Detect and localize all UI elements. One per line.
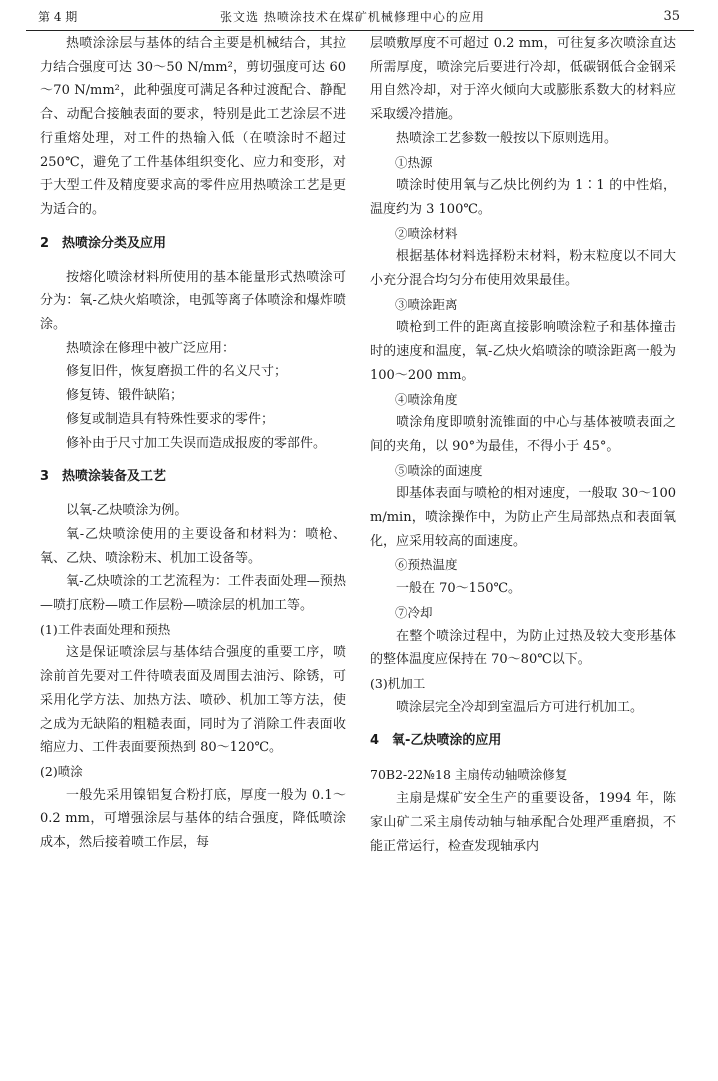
paragraph: 以氧-乙炔喷涂为例。 <box>66 503 188 519</box>
section-heading-2 <box>40 232 346 256</box>
running-header <box>26 6 694 31</box>
list-item: 修补由于尺寸加工失误而造成报废的零部件。 <box>66 435 327 451</box>
paragraph: 按熔化喷涂材料所使用的基本能量形式热喷涂可分为：氧-乙炔火焰喷涂，电弧等离子体喷涂和爆炸喷涂。 <box>40 269 346 333</box>
param-label: ②喷涂材料 <box>395 225 458 241</box>
param-label: ④喷涂角度 <box>395 391 458 407</box>
list-item: 修复或制造具有特殊性要求的零件； <box>66 411 275 427</box>
left-column <box>40 32 346 855</box>
param-text: 喷涂角度即喷射流锥面的中心与基体被喷表面之间的夹角，以 90°为最佳，不得小于 45°。 <box>370 415 676 454</box>
issue-number: 第 4 期 <box>38 10 78 24</box>
param-text: 一般在 70～150℃。 <box>396 581 522 597</box>
example-title: 70B2-22№18 主扇传动轴喷涂修复 <box>370 767 568 783</box>
list-item: 修复旧件，恢复磨损工件的名义尺寸； <box>66 364 288 380</box>
list-item: 修复铸、锻件缺陷； <box>66 388 184 404</box>
section-title: 热喷涂分类及应用 <box>62 235 167 251</box>
section-number: 4 <box>370 733 380 749</box>
param-label: ⑦冷却 <box>395 604 433 620</box>
paragraph: 热喷涂工艺参数一般按以下原则选用。 <box>396 130 618 146</box>
param-text: 即基体表面与喷枪的相对速度，一般取 30～100 m/min，喷涂操作中，为防止产生局部热点和表面氧化，应采用较高的面速度。 <box>370 486 676 549</box>
section-number: 2 <box>40 235 50 251</box>
param-label: ③喷涂距离 <box>395 296 458 312</box>
subsection-title: (3)机加工 <box>370 675 426 691</box>
section-title: 氧-乙炔喷涂的应用 <box>392 733 502 749</box>
param-text: 喷枪到工件的距离直接影响喷涂粒子和基体撞击时的速度和温度，氧-乙炔火焰喷涂的喷涂距离一般为 100～200 mm。 <box>370 320 676 383</box>
param-label: ①热源 <box>395 154 433 170</box>
section-number: 3 <box>40 469 50 485</box>
param-text: 在整个喷涂过程中，为防止过热及较大变形基体的整体温度应保持在 70～80℃以下。 <box>370 628 676 668</box>
paragraph: 氧-乙炔喷涂使用的主要设备和材料为：喷枪、氧、乙炔、喷涂粉末、机加工设备等。 <box>40 526 346 566</box>
param-text: 喷涂时使用氧与乙炔比例约为 1∶1 的中性焰，温度约为 3 100℃。 <box>370 178 676 217</box>
paragraph: 主扇是煤矿安全生产的重要设备，1994 年，陈家山矿二采主扇传动轴与轴承配合处理严重磨损，不能正常运行，检查发现轴承内 <box>370 791 676 854</box>
intro-paragraph: 热喷涂涂层与基体的结合主要是机械结合，其拉力结合强度可达 30～50 N/mm²，剪切强度可达 60～70 N/mm²，此种强度可满足各种过渡配合、静配合、动配合接触表面的要求，特别是此工艺涂层不进行重熔处理，对工件的热输入低（在喷涂时不超过 250℃，避免了工件基体组织变化、应力和变形，对于大型工件及精度要求高的零件应用热喷涂工艺是更为适合的。 <box>40 36 346 217</box>
right-column <box>370 32 676 858</box>
paragraph: 氧-乙炔喷涂的工艺流程为：工件表面处理—预热—喷打底粉—喷工作层粉—喷涂层的机加工等。 <box>40 574 346 614</box>
paragraph: 喷涂层完全冷却到室温后方可进行机加工。 <box>396 699 644 715</box>
section-heading-3 <box>40 465 346 489</box>
section-title: 热喷涂装备及工艺 <box>62 469 167 485</box>
paragraph: 一般先采用镍铝复合粉打底，厚度一般为 0.1～0.2 mm，可增强涂层与基体的结合强度，降低喷涂成本，然后接着喷工作层，每 <box>40 787 346 851</box>
paragraph: 这是保证喷涂层与基体结合强度的重要工序，喷涂前首先要对工件待喷表面及周围去油污、除锈，可采用化学方法、加热方法、喷砂、机加工等方法，使之成为无缺陷的粗糙表面，同时为了消除工件表面收缩应力、工件表面要预热到 80～120℃。 <box>40 645 346 756</box>
param-text: 根据基体材料选择粉末材料，粉末粒度以不同大小充分混合均匀分布使用效果最佳。 <box>370 249 676 289</box>
param-label: ⑤喷涂的面速度 <box>395 462 483 478</box>
subsection-title: (1)工件表面处理和预热 <box>40 621 171 637</box>
section-heading-4 <box>370 729 676 753</box>
subsection-title: (2)喷涂 <box>40 763 83 779</box>
param-label: ⑥预热温度 <box>395 557 458 573</box>
running-title: 张文选 热喷涂技术在煤矿机械修理中心的应用 <box>220 10 485 24</box>
page-number: 35 <box>663 9 680 24</box>
paragraph: 热喷涂在修理中被广泛应用： <box>66 340 236 356</box>
paragraph: 层喷敷厚度不可超过 0.2 mm，可往复多次喷涂直达所需厚度，喷涂完后要进行冷却，低碳钢低合金钢采用自然冷却，对于淬火倾向大或膨胀系数大的材料应采取缓冷措施。 <box>370 36 676 123</box>
